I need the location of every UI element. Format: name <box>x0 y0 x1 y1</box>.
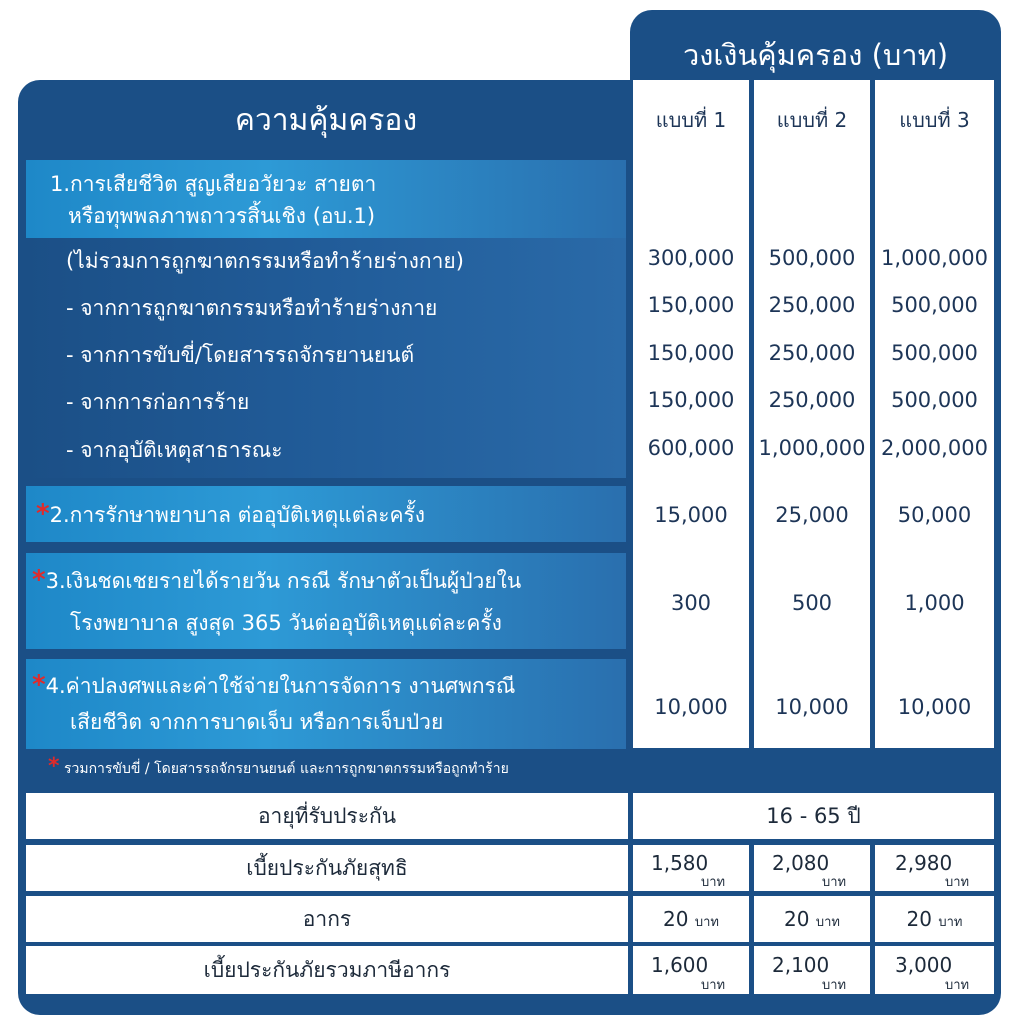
section-1-value: 250,000 <box>768 341 856 365</box>
section-1-value: 1,000,000 <box>758 436 866 460</box>
total-premium-cell <box>754 946 870 994</box>
baht-unit: บาท <box>815 915 840 930</box>
section-1-value: 2,000,000 <box>881 436 988 460</box>
section-1-value: 1,000,000 <box>881 246 988 270</box>
section-4-label-line1: 4.ค่าปลงศพและค่าใช้จ่ายในการจัดการ งานศพกรณี <box>45 674 516 698</box>
plan-1-header: แบบที่ 1 <box>655 108 727 132</box>
footnote-text: รวมการขับขี่ / โดยสารรถจักรยานยนต์ และการถูกฆาตกรรมหรือถูกทำร้าย <box>63 761 509 777</box>
section-4-value: 10,000 <box>775 695 849 719</box>
section-3-value: 1,000 <box>904 591 965 615</box>
section-2-label: 2.การรักษาพยาบาล ต่ออุบัติเหตุแต่ละครั้ง <box>49 503 426 527</box>
baht-unit: บาท <box>694 915 719 930</box>
net-premium-cell <box>754 845 870 891</box>
stamp-duty-value: 20 <box>663 907 689 931</box>
stamp-duty-cell <box>633 896 749 942</box>
net-premium-label: เบี้ยประกันภัยสุทธิ <box>26 845 628 891</box>
baht-unit: บาท <box>945 978 970 993</box>
section-4-title <box>26 659 626 749</box>
baht-unit: บาท <box>701 978 726 993</box>
section-1-value: 150,000 <box>647 341 735 365</box>
section-2-title <box>26 486 626 542</box>
section-2-value: 25,000 <box>775 503 849 527</box>
baht-unit: บาท <box>822 875 847 890</box>
section-1-row-label: - จากการก่อการร้าย <box>66 390 250 414</box>
net-premium-value: 2,980 <box>895 851 953 875</box>
section-1-value: 300,000 <box>647 246 735 270</box>
section-1-value: 500,000 <box>768 246 856 270</box>
net-premium-value: 2,080 <box>772 851 830 875</box>
stamp-duty-cell <box>754 896 870 942</box>
net-premium-value: 1,580 <box>651 851 709 875</box>
baht-unit: บาท <box>938 915 963 930</box>
baht-unit: บาท <box>822 978 847 993</box>
age-label: อายุที่รับประกัน <box>26 793 628 839</box>
stamp-duty-cell <box>875 896 994 942</box>
plan1-column <box>633 80 749 748</box>
section-4-value: 10,000 <box>897 695 972 719</box>
age-value: 16 - 65 ปี <box>633 793 994 839</box>
footnote <box>48 754 748 786</box>
asterisk: * <box>32 565 46 595</box>
section-3-value: 500 <box>791 591 833 615</box>
section-2-value: 50,000 <box>897 503 972 527</box>
section-1-value: 150,000 <box>647 293 735 317</box>
plan3-column <box>875 80 994 748</box>
asterisk: * <box>36 499 50 529</box>
total-premium-value: 2,100 <box>772 953 830 977</box>
stamp-duty-label: อากร <box>26 896 628 942</box>
section-3-label-line2: โรงพยาบาล สูงสุด 365 วันต่ออุบัติเหตุแต่ละครั้ง <box>70 611 502 635</box>
section-4-label-line2: เสียชีวิต จากการบาดเจ็บ หรือการเจ็บป่วย <box>70 710 444 734</box>
asterisk: * <box>48 754 60 779</box>
section-1-row-label: - จากการถูกฆาตกรรมหรือทำร้ายร่างกาย <box>66 296 438 320</box>
section-1-value: 150,000 <box>647 388 735 412</box>
plan2-column <box>754 80 870 748</box>
section-3-title <box>26 553 626 649</box>
baht-unit: บาท <box>701 875 726 890</box>
plan-3-header: แบบที่ 3 <box>899 108 970 132</box>
section-3-value: 300 <box>670 591 712 615</box>
section-1-row-label: - จากการขับขี่/โดยสารรถจักรยานยนต์ <box>66 343 415 367</box>
stamp-duty-value: 20 <box>906 907 932 931</box>
coverage-amount-header: วงเงินคุ้มครอง (บาท) <box>630 10 1001 110</box>
section-1-title-line2: หรือทุพพลภาพถาวรสิ้นเชิง (อบ.1) <box>68 204 376 228</box>
section-1-value: 500,000 <box>891 341 978 365</box>
section-1-value: 500,000 <box>891 293 978 317</box>
total-premium-label: เบี้ยประกันภัยรวมภาษีอากร <box>26 946 628 994</box>
total-premium-value: 3,000 <box>895 953 953 977</box>
section-3-label-line1: 3.เงินชดเชยรายได้รายวัน กรณี รักษาตัวเป็นผู้ป่วยใน <box>45 569 522 593</box>
section-4-value: 10,000 <box>654 695 728 719</box>
stamp-duty-value: 20 <box>784 907 810 931</box>
net-premium-cell <box>633 845 749 891</box>
section-1-row-label: (ไม่รวมการถูกฆาตกรรมหรือทำร้ายร่างกาย) <box>66 249 464 273</box>
section-1-value: 600,000 <box>647 436 735 460</box>
total-premium-value: 1,600 <box>651 953 709 977</box>
section-1-value: 250,000 <box>768 293 856 317</box>
baht-unit: บาท <box>945 875 970 890</box>
coverage-title: ความคุ้มครอง <box>234 103 418 138</box>
section-1-title <box>26 160 626 238</box>
asterisk: * <box>32 670 46 700</box>
section-1-value: 250,000 <box>768 388 856 412</box>
section-2-value: 15,000 <box>654 503 728 527</box>
plan-2-header: แบบที่ 2 <box>776 108 848 132</box>
section-1-row-label: - จากอุบัติเหตุสาธารณะ <box>66 438 283 462</box>
net-premium-cell <box>875 845 994 891</box>
total-premium-cell <box>875 946 994 994</box>
section-1-title-line1: 1.การเสียชีวิต สูญเสียอวัยวะ สายตา <box>50 172 377 196</box>
total-premium-cell <box>633 946 749 994</box>
section-1-value: 500,000 <box>891 388 978 412</box>
